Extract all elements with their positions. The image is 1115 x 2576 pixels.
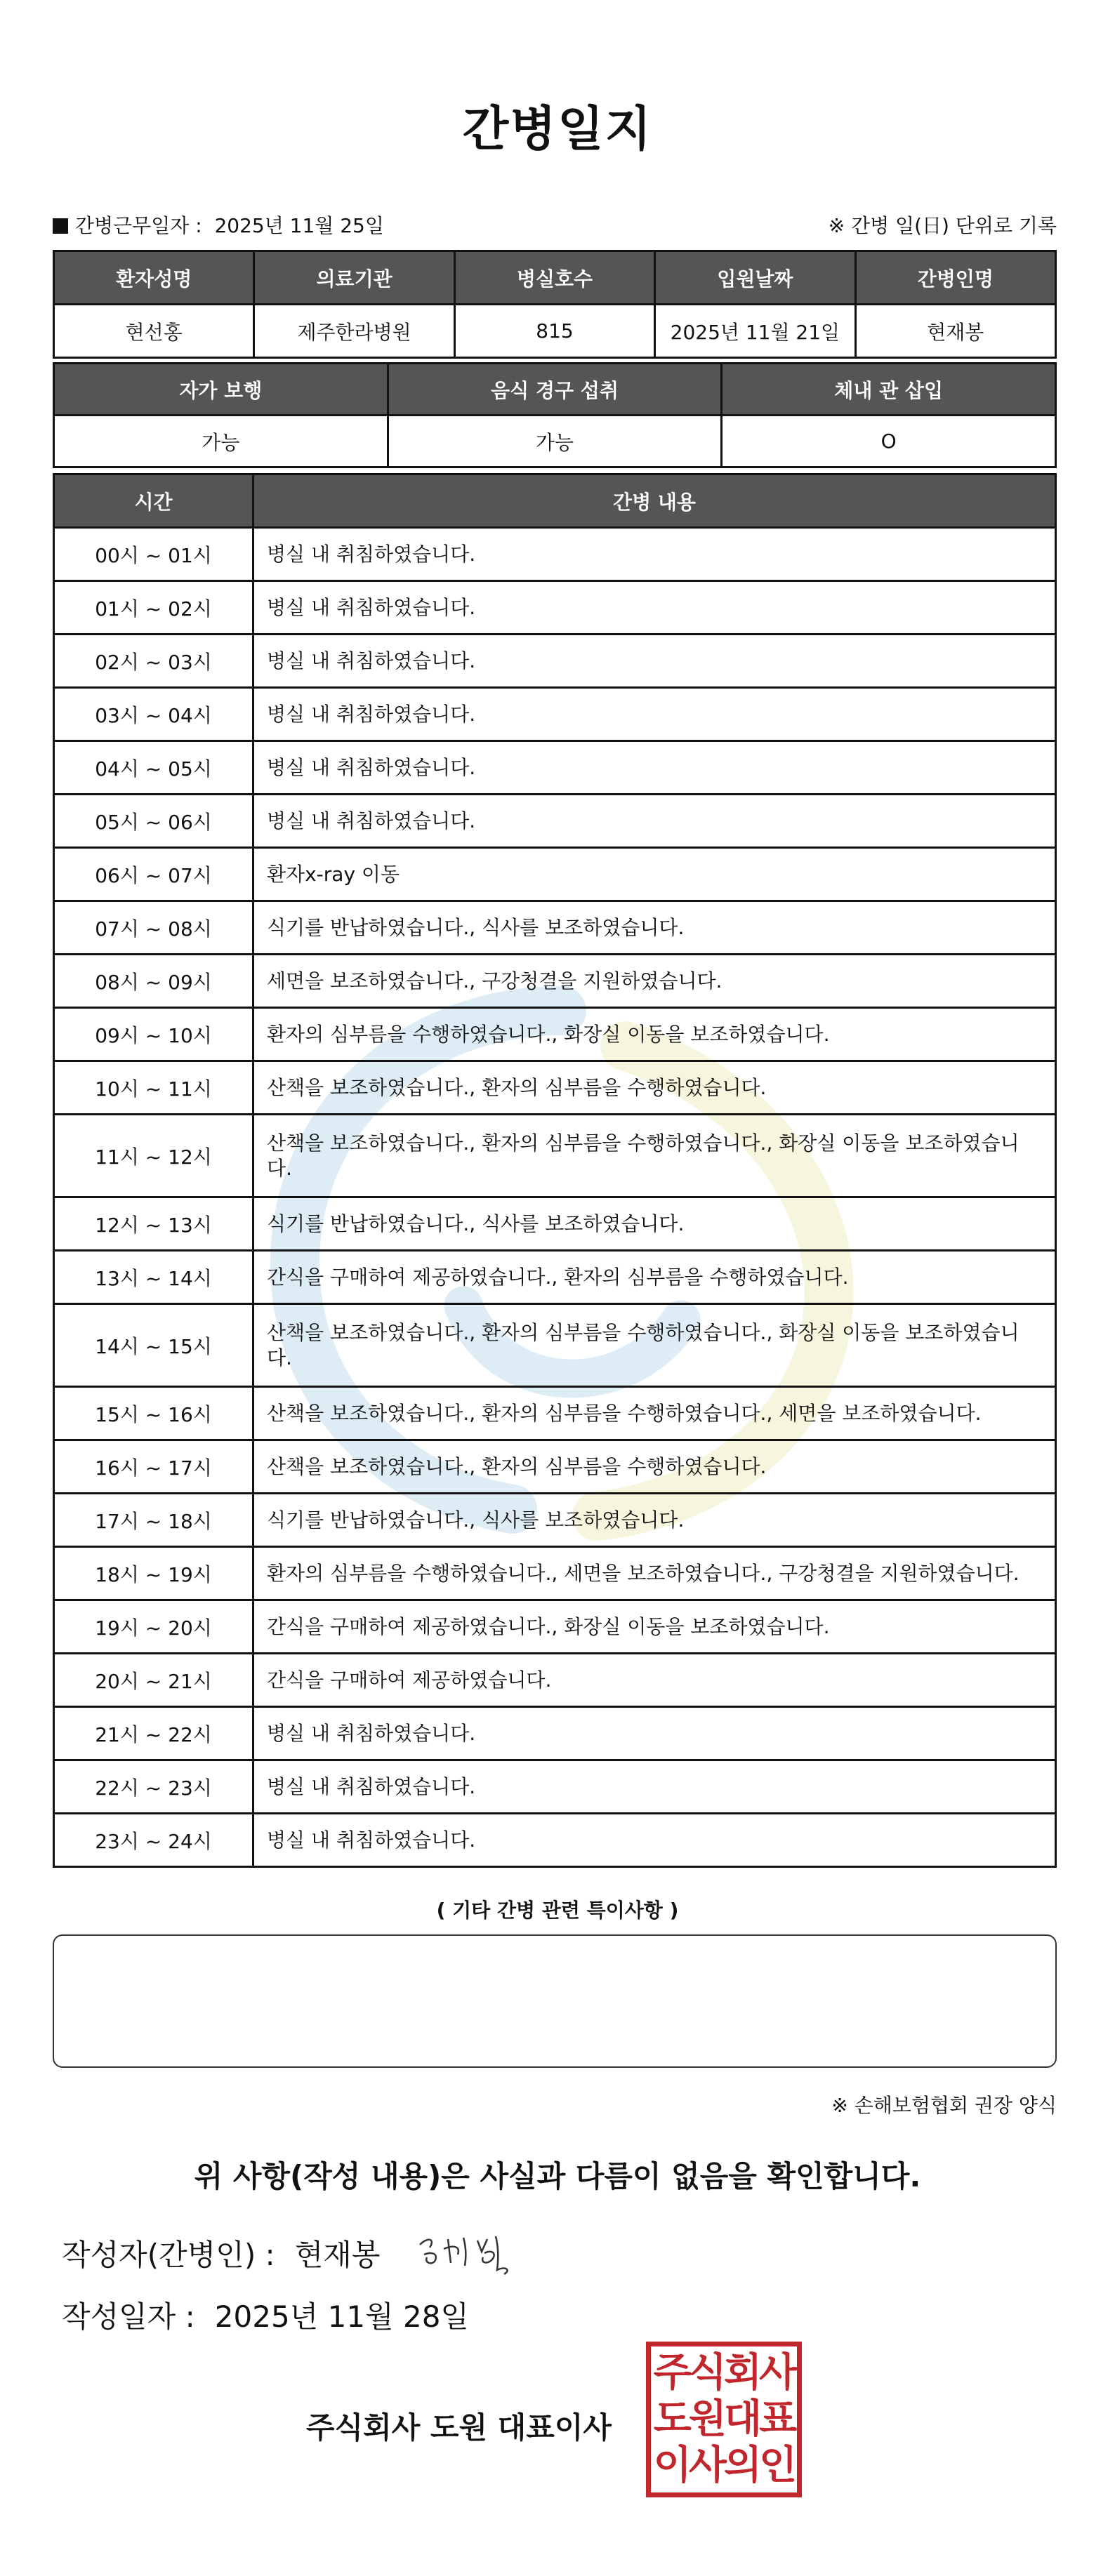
writer-label: 작성자(간병인) : (62, 2238, 275, 2272)
time-cell: 16시 ~ 17시 (54, 1440, 253, 1494)
oral-intake: 가능 (388, 416, 722, 467)
header-cell: 음식 경구 섭취 (388, 364, 722, 416)
patient-table-header (54, 251, 1056, 305)
table-row (54, 741, 1056, 795)
table-row (54, 688, 1056, 741)
stamp-line: 도원대표 (653, 2396, 795, 2442)
header-cell: 자가 보행 (54, 364, 388, 416)
table-row (54, 1654, 1056, 1707)
time-cell: 14시 ~ 15시 (54, 1304, 253, 1387)
time-cell: 02시 ~ 03시 (54, 635, 253, 688)
table-row (54, 1760, 1056, 1814)
written-date-value: 2025년 11월 28일 (214, 2299, 469, 2334)
unit-note: ※ 간병 일(日) 단위로 기록 (828, 214, 1057, 237)
table-row (54, 1814, 1056, 1867)
patient-table-row (54, 305, 1056, 358)
time-cell: 00시 ~ 01시 (54, 528, 253, 581)
table-row (54, 1387, 1056, 1440)
header-cell: 간병인명 (855, 251, 1055, 305)
care-content-cell: 병실 내 취침하였습니다. (253, 1707, 1056, 1760)
time-cell: 09시 ~ 10시 (54, 1008, 253, 1061)
company-seal-stamp (646, 2342, 802, 2497)
table-row (54, 1707, 1056, 1760)
care-content-cell: 식기를 반납하였습니다., 식사를 보조하였습니다. (253, 1197, 1056, 1251)
writer (62, 2232, 380, 2274)
patient-table (53, 250, 1057, 359)
work-date-label: 간병근무일자 : (75, 214, 202, 237)
stamp-line: 주식회사 (653, 2350, 795, 2396)
care-content-cell: 산책을 보조하였습니다., 환자의 심부름을 수행하였습니다., 세면을 보조하였습니다. (253, 1387, 1056, 1440)
table-row (54, 635, 1056, 688)
time-cell: 06시 ~ 07시 (54, 848, 253, 901)
care-content-cell: 간식을 구매하여 제공하였습니다., 환자의 심부름을 수행하였습니다. (253, 1251, 1056, 1304)
table-row (54, 1440, 1056, 1494)
time-cell: 20시 ~ 21시 (54, 1654, 253, 1707)
care-content-cell: 병실 내 취침하였습니다. (253, 741, 1056, 795)
table-row (54, 1115, 1056, 1197)
table-row (54, 1547, 1056, 1600)
status-table-row (54, 416, 1056, 467)
time-cell: 08시 ~ 09시 (54, 955, 253, 1008)
care-content-cell: 병실 내 취침하였습니다. (253, 528, 1056, 581)
header-cell: 입원날짜 (655, 251, 855, 305)
care-content-cell: 병실 내 취침하였습니다. (253, 688, 1056, 741)
time-cell: 13시 ~ 14시 (54, 1251, 253, 1304)
care-content-cell: 환자x-ray 이동 (253, 848, 1056, 901)
work-date-value: 2025년 11월 25일 (214, 214, 384, 237)
care-content-cell: 환자의 심부름을 수행하였습니다., 세면을 보조하였습니다., 구강청결을 지원하였습니다. (253, 1547, 1056, 1600)
care-content-cell: 병실 내 취침하였습니다. (253, 1760, 1056, 1814)
handwritten-signature (414, 2224, 520, 2280)
care-content-cell: 병실 내 취침하였습니다. (253, 581, 1056, 635)
stamp-line: 이사의인 (653, 2443, 795, 2488)
status-table (53, 362, 1057, 468)
time-cell: 15시 ~ 16시 (54, 1387, 253, 1440)
time-cell: 12시 ~ 13시 (54, 1197, 253, 1251)
time-cell: 03시 ~ 04시 (54, 688, 253, 741)
time-cell: 04시 ~ 05시 (54, 741, 253, 795)
header-cell: 의료기관 (254, 251, 454, 305)
writer-name: 현재봉 (294, 2238, 381, 2272)
table-row (54, 1197, 1056, 1251)
care-content-cell: 산책을 보조하였습니다., 환자의 심부름을 수행하였습니다., 화장실 이동을 보조하였습니다. (253, 1115, 1056, 1197)
time-cell: 22시 ~ 23시 (54, 1760, 253, 1814)
time-cell: 21시 ~ 22시 (54, 1707, 253, 1760)
other-notes-box (53, 1934, 1057, 2068)
table-row (54, 1494, 1056, 1547)
table-row (54, 1304, 1056, 1387)
table-row (54, 795, 1056, 848)
table-row (54, 1251, 1056, 1304)
patient-name: 현선홍 (54, 305, 254, 358)
document-title: 간병일지 (462, 102, 653, 157)
header-cell: 병실호수 (454, 251, 654, 305)
header-cell: 시간 (54, 474, 253, 528)
care-content-cell: 간식을 구매하여 제공하였습니다. (253, 1654, 1056, 1707)
work-date (53, 211, 384, 239)
care-content-cell: 병실 내 취침하였습니다. (253, 795, 1056, 848)
hospital-name: 제주한라병원 (254, 305, 454, 358)
table-row (54, 901, 1056, 955)
status-table-header (54, 364, 1056, 416)
care-content-cell: 산책을 보조하였습니다., 환자의 심부름을 수행하였습니다. (253, 1061, 1056, 1115)
written-date-label: 작성일자 : (62, 2299, 195, 2334)
header-cell: 체내 관 삽입 (722, 364, 1056, 416)
written-date (62, 2294, 469, 2336)
time-cell: 17시 ~ 18시 (54, 1494, 253, 1547)
header-cell: 간병 내용 (253, 474, 1056, 528)
care-content-cell: 병실 내 취침하였습니다. (253, 635, 1056, 688)
table-row (54, 955, 1056, 1008)
time-cell: 07시 ~ 08시 (54, 901, 253, 955)
room-number: 815 (454, 305, 654, 358)
care-content-cell: 산책을 보조하였습니다., 환자의 심부름을 수행하였습니다., 화장실 이동을 보조하였습니다. (253, 1304, 1056, 1387)
care-content-cell: 간식을 구매하여 제공하였습니다., 화장실 이동을 보조하였습니다. (253, 1600, 1056, 1654)
time-cell: 18시 ~ 19시 (54, 1547, 253, 1600)
tube-insertion: O (722, 416, 1056, 467)
time-cell: 23시 ~ 24시 (54, 1814, 253, 1867)
confirmation-statement: 위 사항(작성 내용)은 사실과 다름이 없음을 확인합니다. (194, 2159, 921, 2193)
time-cell: 19시 ~ 20시 (54, 1600, 253, 1654)
care-content-cell: 병실 내 취침하였습니다. (253, 1814, 1056, 1867)
care-content-cell: 산책을 보조하였습니다., 환자의 심부름을 수행하였습니다. (253, 1440, 1056, 1494)
care-log-header (54, 474, 1056, 528)
company-representative: 주식회사 도원 대표이사 (306, 2410, 612, 2445)
table-row (54, 848, 1056, 901)
table-row (54, 581, 1056, 635)
self-walking: 가능 (54, 416, 388, 467)
time-cell: 01시 ~ 02시 (54, 581, 253, 635)
care-content-cell: 환자의 심부름을 수행하였습니다., 화장실 이동을 보조하였습니다. (253, 1008, 1056, 1061)
other-notes-title: ( 기타 간병 관련 특이사항 ) (436, 1899, 679, 1922)
time-cell: 10시 ~ 11시 (54, 1061, 253, 1115)
caregiver-name: 현재봉 (855, 305, 1055, 358)
table-row (54, 1061, 1056, 1115)
admission-date: 2025년 11월 21일 (655, 305, 855, 358)
table-row (54, 1600, 1056, 1654)
header-cell: 환자성명 (54, 251, 254, 305)
time-cell: 05시 ~ 06시 (54, 795, 253, 848)
square-bullet-icon (53, 218, 68, 234)
table-row (54, 528, 1056, 581)
care-content-cell: 식기를 반납하였습니다., 식사를 보조하였습니다. (253, 901, 1056, 955)
care-content-cell: 식기를 반납하였습니다., 식사를 보조하였습니다. (253, 1494, 1056, 1547)
care-log-table (53, 473, 1057, 1868)
form-note: ※ 손해보험협회 권장 양식 (831, 2094, 1057, 2117)
table-row (54, 1008, 1056, 1061)
care-content-cell: 세면을 보조하였습니다., 구강청결을 지원하였습니다. (253, 955, 1056, 1008)
time-cell: 11시 ~ 12시 (54, 1115, 253, 1197)
meta-row (53, 211, 1057, 239)
